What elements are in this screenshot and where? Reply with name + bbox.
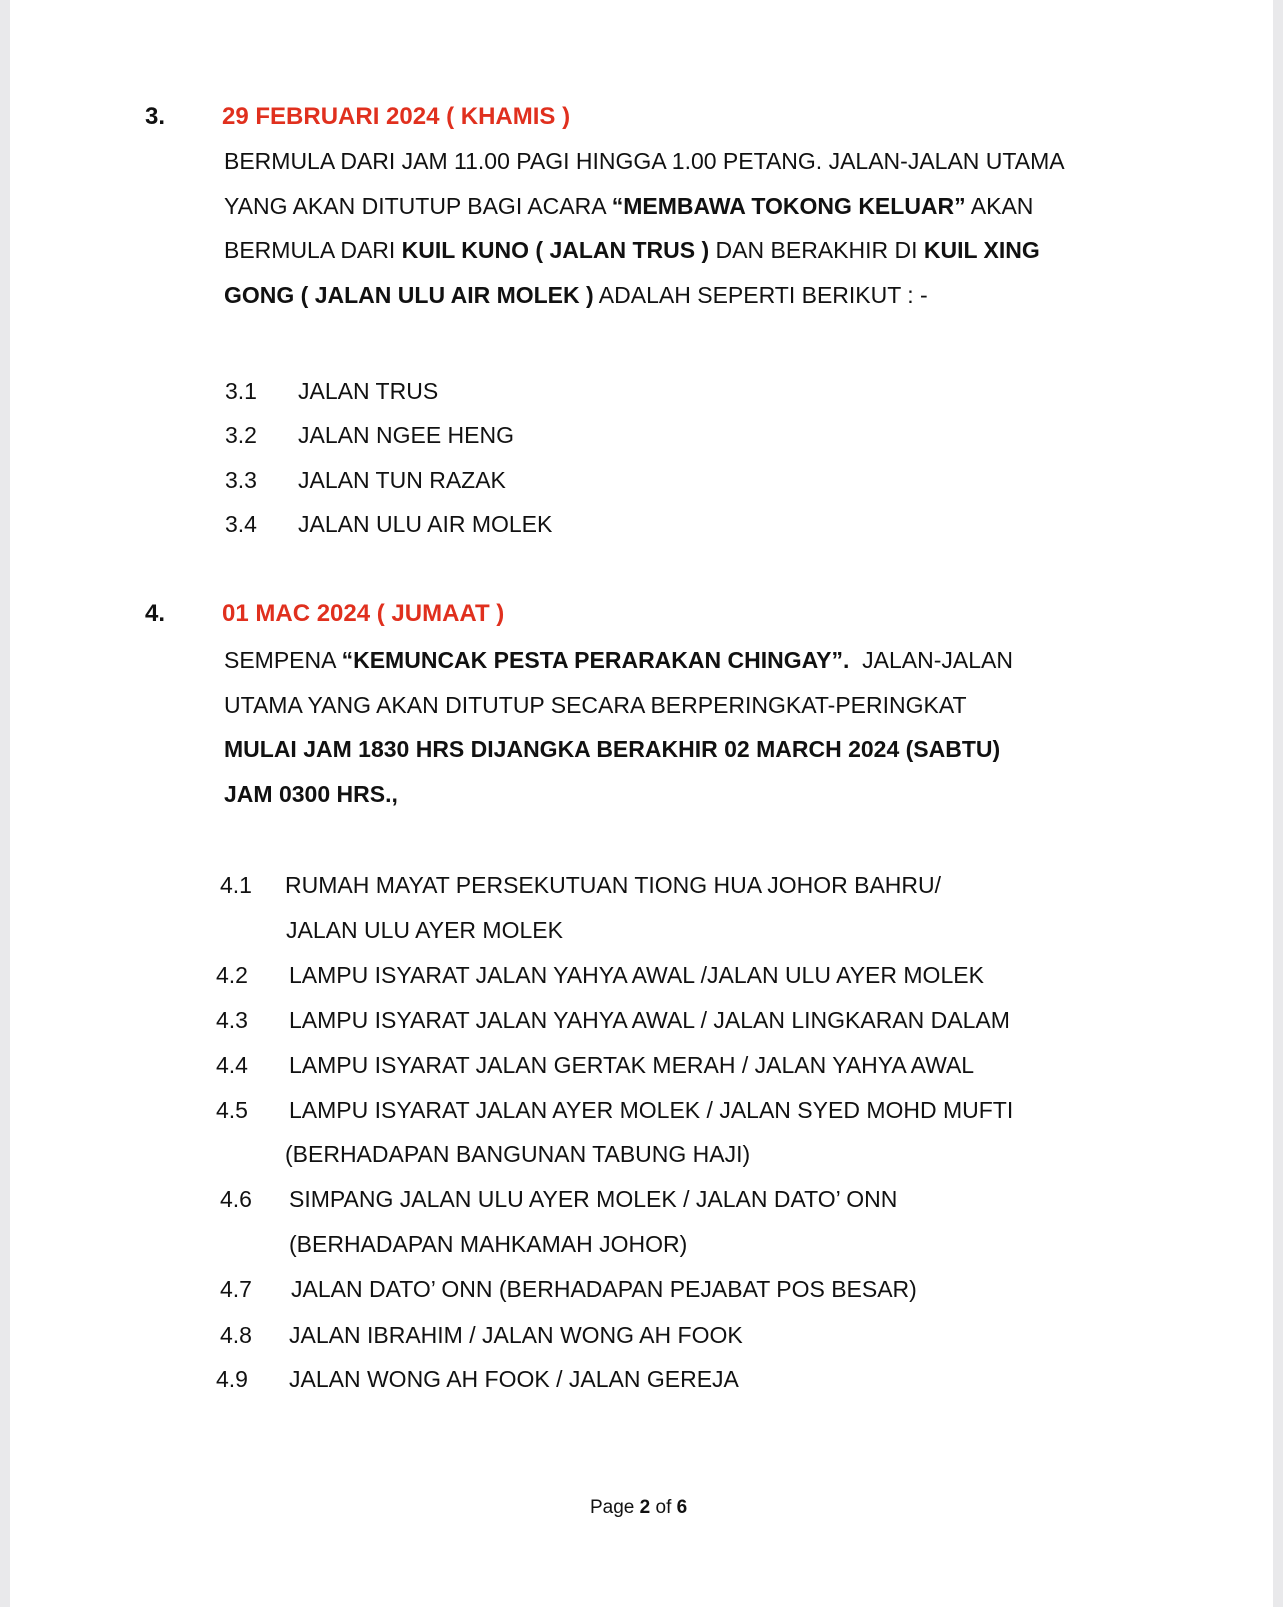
list-item-text: JALAN DATO’ ONN (BERHADAPAN PEJABAT POS BESAR) <box>291 1276 917 1302</box>
para-line: YANG AKAN DITUTUP BAGI ACARA “MEMBAWA TOKONG KELUAR” AKAN <box>224 192 1034 219</box>
list-item-text: JALAN WONG AH FOOK / JALAN GEREJA <box>289 1366 739 1392</box>
list-item-text: LAMPU ISYARAT JALAN YAHYA AWAL / JALAN LINGKARAN DALAM <box>289 1007 1010 1033</box>
list-item-text: LAMPU ISYARAT JALAN AYER MOLEK / JALAN SYED MOHD MUFTI <box>289 1097 1014 1123</box>
list-item-text-continued: JALAN ULU AYER MOLEK <box>286 917 563 943</box>
list-item-number: 4.8 <box>220 1322 252 1348</box>
list-item-text: JALAN TUN RAZAK <box>298 467 506 493</box>
para-line: GONG ( JALAN ULU AIR MOLEK ) ADALAH SEPERTI BERIKUT : - <box>224 281 928 308</box>
section-3-number: 3. <box>145 103 166 130</box>
para-line: JAM 0300 HRS., <box>224 780 398 807</box>
list-item-text: LAMPU ISYARAT JALAN YAHYA AWAL /JALAN ULU AYER MOLEK <box>289 962 984 988</box>
section-4-number: 4. <box>145 600 166 627</box>
list-item-number: 4.9 <box>216 1366 248 1392</box>
list-item-number: 3.4 <box>225 511 257 537</box>
section-3-paragraph <box>224 139 1065 317</box>
list-item-text-continued: (BERHADAPAN MAHKAMAH JOHOR) <box>289 1231 688 1257</box>
list-item-number: 4.4 <box>216 1052 248 1078</box>
list-item-number: 3.1 <box>225 378 257 404</box>
section-4-date: 01 MAC 2024 ( JUMAAT ) <box>222 600 505 627</box>
list-item-number: 4.2 <box>216 962 248 988</box>
list-item-number: 4.1 <box>220 872 252 898</box>
list-item-number: 4.6 <box>220 1186 252 1212</box>
list-item-text: JALAN TRUS <box>298 378 439 404</box>
document-page <box>10 0 1273 1607</box>
list-item-number: 3.3 <box>225 467 257 493</box>
para-line: MULAI JAM 1830 HRS DIJANGKA BERAKHIR 02 MARCH 2024 (SABTU) <box>224 736 1001 762</box>
list-item-number: 4.3 <box>216 1007 248 1033</box>
list-item-number: 4.7 <box>220 1276 252 1302</box>
list-item-text: JALAN ULU AIR MOLEK <box>298 511 553 537</box>
list-item-number: 3.2 <box>225 422 257 448</box>
para-line: BERMULA DARI KUIL KUNO ( JALAN TRUS ) DAN BERAKHIR DI KUIL XING <box>224 237 1040 263</box>
list-item-number: 4.5 <box>216 1097 248 1123</box>
para-line: UTAMA YANG AKAN DITUTUP SECARA BERPERINGKAT-PERINGKAT <box>224 691 967 718</box>
list-item-text-continued: (BERHADAPAN BANGUNAN TABUNG HAJI) <box>285 1141 751 1167</box>
list-item-text: JALAN NGEE HENG <box>298 422 514 448</box>
para-line: SEMPENA “KEMUNCAK PESTA PERARAKAN CHINGAY”. JALAN-JALAN <box>224 647 1013 673</box>
section-4-paragraph <box>224 638 1013 816</box>
list-item-text: LAMPU ISYARAT JALAN GERTAK MERAH / JALAN YAHYA AWAL <box>289 1052 975 1078</box>
para-line: BERMULA DARI JAM 11.00 PAGI HINGGA 1.00 PETANG. JALAN-JALAN UTAMA <box>224 148 1065 174</box>
list-item-text: SIMPANG JALAN ULU AYER MOLEK / JALAN DATO’ ONN <box>289 1186 898 1212</box>
page-footer: Page 2 of 6 <box>590 1497 688 1518</box>
list-item-text: JALAN IBRAHIM / JALAN WONG AH FOOK <box>289 1322 743 1348</box>
section-3-date: 29 FEBRUARI 2024 ( KHAMIS ) <box>222 103 571 130</box>
list-item-text: RUMAH MAYAT PERSEKUTUAN TIONG HUA JOHOR BAHRU/ <box>285 872 942 898</box>
